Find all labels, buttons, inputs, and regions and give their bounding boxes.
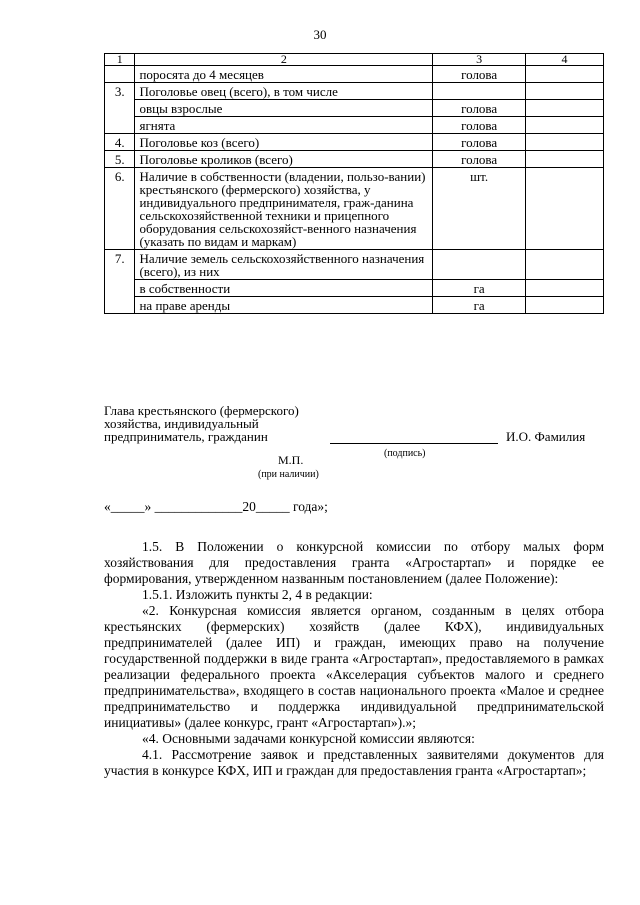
signatory-title-line-2: хозяйства, индивидуальный	[104, 416, 259, 431]
table-row	[105, 66, 604, 83]
signatory-name: И.О. Фамилия	[506, 429, 586, 444]
row-name: поросята до 4 месяцев	[135, 66, 433, 83]
row-unit: голова	[433, 66, 526, 83]
table-row	[105, 134, 604, 151]
row-value	[526, 297, 604, 314]
row-num	[105, 100, 135, 117]
paragraph: 1.5.1. Изложить пункты 2, 4 в редакции:	[142, 587, 373, 602]
paragraph: 1.5. В Положении о конкурсной комиссии по отбору малых форм хозяйствования для предоставления гранта «Агростартап» и порядке ее формирования, утвержденном названным постановлением (далее Положение):	[104, 539, 604, 586]
row-unit: шт.	[433, 168, 526, 250]
signatory-title-line-1: Глава крестьянского (фермерского)	[104, 403, 299, 418]
row-unit: голова	[433, 117, 526, 134]
row-name: овцы взрослые	[135, 100, 433, 117]
body-text	[104, 539, 604, 779]
row-name: Поголовье овец (всего), в том числе	[135, 83, 433, 100]
row-num: 6.	[105, 168, 135, 250]
row-unit: га	[433, 280, 526, 297]
row-unit	[433, 83, 526, 100]
header-col-1: 1	[105, 54, 135, 66]
table-row	[105, 297, 604, 314]
row-num	[105, 117, 135, 134]
row-name: Поголовье коз (всего)	[135, 134, 433, 151]
row-value	[526, 134, 604, 151]
row-name: Поголовье кроликов (всего)	[135, 151, 433, 168]
row-value	[526, 250, 604, 280]
table-row	[105, 151, 604, 168]
livestock-table	[104, 53, 604, 314]
table-row	[105, 168, 604, 250]
stamp-label: М.П.	[278, 453, 304, 467]
row-name: ягнята	[135, 117, 433, 134]
table-header-row	[105, 54, 604, 66]
row-value	[526, 117, 604, 134]
row-value	[526, 66, 604, 83]
row-num	[105, 297, 135, 314]
row-name: Наличие земель сельскохозяйственного назначения (всего), из них	[135, 250, 433, 280]
row-num: 5.	[105, 151, 135, 168]
table-row	[105, 280, 604, 297]
row-value	[526, 168, 604, 250]
row-num: 3.	[105, 83, 135, 100]
table-row	[105, 250, 604, 280]
row-num: 4.	[105, 134, 135, 151]
signature-caption: (подпись)	[384, 448, 426, 459]
row-value	[526, 100, 604, 117]
row-unit: га	[433, 297, 526, 314]
table-row	[105, 83, 604, 100]
table-row	[105, 100, 604, 117]
signature-line	[330, 430, 498, 444]
signatory-title-line-3: предприниматель, гражданин	[104, 429, 268, 444]
row-unit: голова	[433, 134, 526, 151]
header-col-3: 3	[433, 54, 526, 66]
row-name: в собственности	[135, 280, 433, 297]
paragraph: «2. Конкурсная комиссия является органом, созданным в целях отбора крестьянских (фермерских) хозяйств (далее КФХ), индивидуальных предпринимателей (далее ИП) и граждан, имеющих право на получение государственной поддержки в виде гранта «Агростартап», предоставляемого в рамках реализации федерального проекта «Акселерация субъектов малого и среднего предпринимательства», входящего в состав национального проекта «Малое и среднее предпринимательство и поддержка индивидуальной предпринимательской инициативы» (далее конкурс, грант «Агростартап»).»;	[104, 603, 604, 730]
date-line: «_____» _____________20_____ года»;	[104, 499, 328, 514]
row-name: Наличие в собственности (владении, пользо-вании) крестьянского (фермерского) хозяйства, у индивидуального предпринимателя, граж-данина сельскохозяйственной техники и прицепного оборудования сельскохозяйст-венного назначения (указать по видам и маркам)	[135, 168, 433, 250]
row-num: 7.	[105, 250, 135, 280]
row-unit	[433, 250, 526, 280]
page-number: 30	[313, 27, 327, 42]
paragraph: 4.1. Рассмотрение заявок и представленных заявителями документов для участия в конкурсе КФХ, ИП и граждан для предоставления гранта «Агростартап»;	[104, 747, 604, 778]
row-num	[105, 280, 135, 297]
row-unit: голова	[433, 151, 526, 168]
row-num	[105, 66, 135, 83]
row-value	[526, 280, 604, 297]
row-unit: голова	[433, 100, 526, 117]
row-value	[526, 151, 604, 168]
header-col-2: 2	[135, 54, 433, 66]
table-row	[105, 117, 604, 134]
row-name: на праве аренды	[135, 297, 433, 314]
row-value	[526, 83, 604, 100]
stamp-note: (при наличии)	[258, 469, 319, 480]
paragraph: «4. Основными задачами конкурсной комиссии являются:	[142, 731, 475, 746]
header-col-4: 4	[526, 54, 604, 66]
